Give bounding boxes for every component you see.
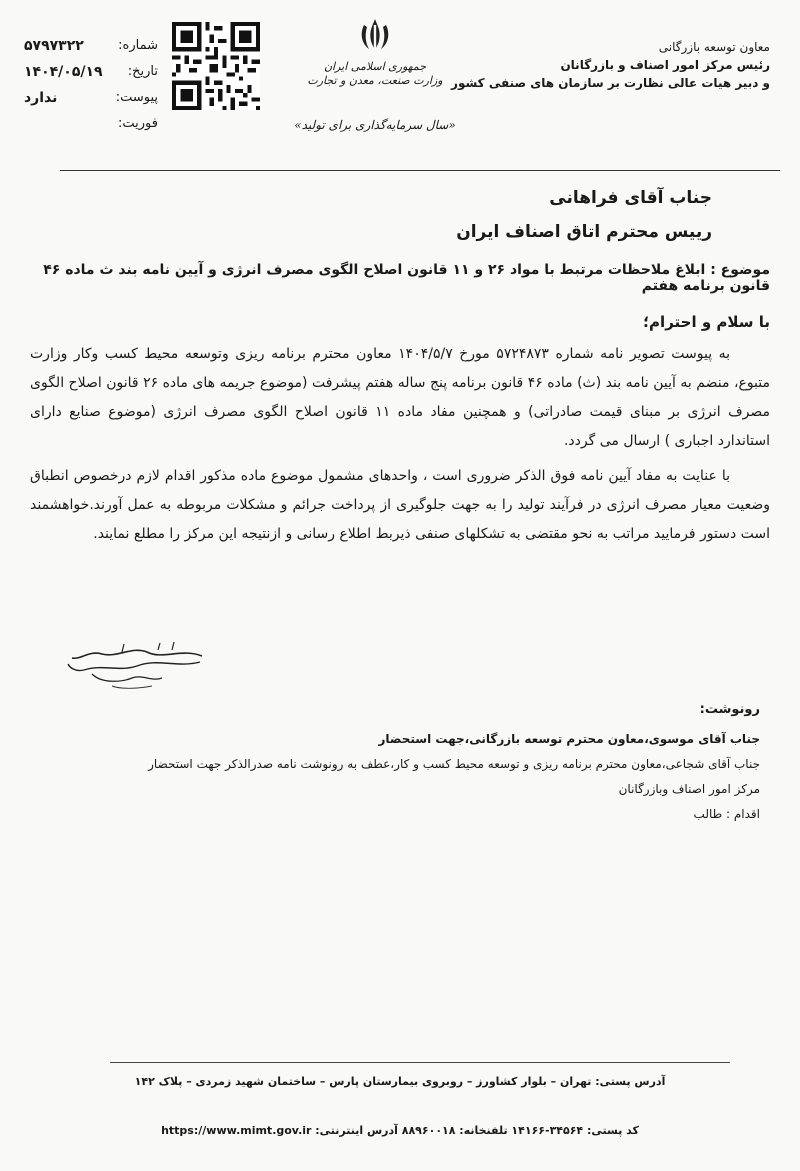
sender-block (440, 38, 770, 92)
handwritten-signature (62, 638, 212, 694)
greeting: با سلام و احترام؛ (643, 313, 770, 331)
header-divider (60, 170, 780, 171)
sender-line1: معاون توسعه بازرگانی (658, 40, 770, 54)
footer-address: آدرس پستی: تهران – بلوار کشاورز – روبروی بیمارستان پارس – ساختمان شهید زمردی – پلاک ۱۴۲ (134, 1075, 666, 1088)
letter-subject: موضوع : ابلاغ ملاحظات مرتبط با مواد ۲۶ و ۱۱ قانون اصلاح الگوی مصرف انرژی و آیین نامه بند ث ماده ۴۶ قانون برنامه هفتم (43, 262, 770, 294)
action-officer: اقدام : طالب (693, 807, 760, 821)
urgency-label: فوریت: (118, 116, 158, 131)
footer-contact-text: کد پستی: ۳۴۵۶۴-۱۴۱۶۶ تلفنخانه: ۸۸۹۶۰۰۱۸ آدرس اینترنتی: (311, 1124, 639, 1137)
date-label: تاریخ: (127, 64, 158, 79)
number-label: شماره: (118, 38, 158, 53)
number-row (18, 38, 158, 54)
number-value: ۵۷۹۷۳۲۲ (24, 38, 84, 54)
urgency-value (18, 116, 103, 131)
sender-line2: رئیس مرکز امور اصناف و بازرگانان (560, 58, 770, 72)
letter-meta (18, 38, 158, 141)
attachment-label: پیوست: (115, 90, 158, 105)
addressee-name: جناب آقای فراهانی (549, 188, 712, 208)
cc-recipient-2: جناب آقای شجاعی،معاون محترم برنامه ریزی و توسعه محیط کسب و کار،عطف به رونوشت نامه صدرالذکر جهت استحضار (148, 757, 760, 771)
attachment-row (18, 90, 158, 106)
ministry-name (300, 60, 450, 88)
footer-divider (110, 1062, 730, 1063)
date-row (18, 64, 158, 80)
sender-line3: و دبیر هیات عالی نظارت بر سازمان های صنفی کشور (451, 76, 770, 90)
urgency-row (18, 116, 158, 131)
ministry-line2: وزارت صنعت، معدن و تجارت (307, 74, 443, 87)
ministry-line1: جمهوری اسلامی ایران (323, 60, 427, 73)
emblem-icon (355, 15, 395, 55)
date-value: ۱۴۰۴/۰۵/۱۹ (24, 64, 103, 80)
cc-recipient-3: مرکز امور اصناف وبازرگانان (618, 782, 760, 796)
attachment-value: ندارد (24, 90, 58, 106)
body-paragraph-1: به پیوست تصویر نامه شماره ۵۷۲۴۸۷۳ مورخ ۱۴۰۴/۵/۷ معاون محترم برنامه ریزی وتوسعه محیط کسب وکار وزارت متبوع، منضم به آیین نامه بند (ث) ماده ۴۶ قانون برنامه پنج ساله هفتم پیشرفت (موضوع جریمه های ماده ۲۶ قانون اصلاح الگوی مصرف انرژی بر مبنای قیمت صادراتی) و همچنین مفاد ماده ۱۱ قانون اصلاح الگوی مصرف انرژی (موضوع صنایع دارای استاندارد اجباری ) ارسال می گردد. (30, 346, 770, 449)
body-paragraph-2: با عنایت به مفاد آیین نامه فوق الذکر ضروری است ، واحدهای مشمول موضوع ماده مذکور اقدام لازم درخصوص انطباق وضعیت معیار مصرف انرژی در فرآیند تولید را به جهت جلوگیری از پرداخت جرائم و مشکلات مربوطه به عمل آورند.خواهشمند است دستور فرمایید مراتب به نحو مقتضی به تشکلهای صنفی ذیربط اطلاع رسانی و ازنتیجه این مرکز را مطلع نمایند. (30, 468, 770, 542)
cc-recipient-1: جناب آقای موسوی،معاون محترم توسعه بازرگانی،جهت استحضار (378, 732, 760, 746)
addressee-title: رییس محترم اتاق اصناف ایران (456, 222, 712, 242)
qr-code-icon (172, 22, 260, 110)
footer-contact (40, 1124, 760, 1137)
website-link[interactable]: https://www.mimt.gov.ir (161, 1124, 312, 1137)
year-slogan: «سال سرمایه‌گذاری برای تولید» (294, 118, 456, 132)
cc-title: رونوشت: (699, 702, 760, 717)
